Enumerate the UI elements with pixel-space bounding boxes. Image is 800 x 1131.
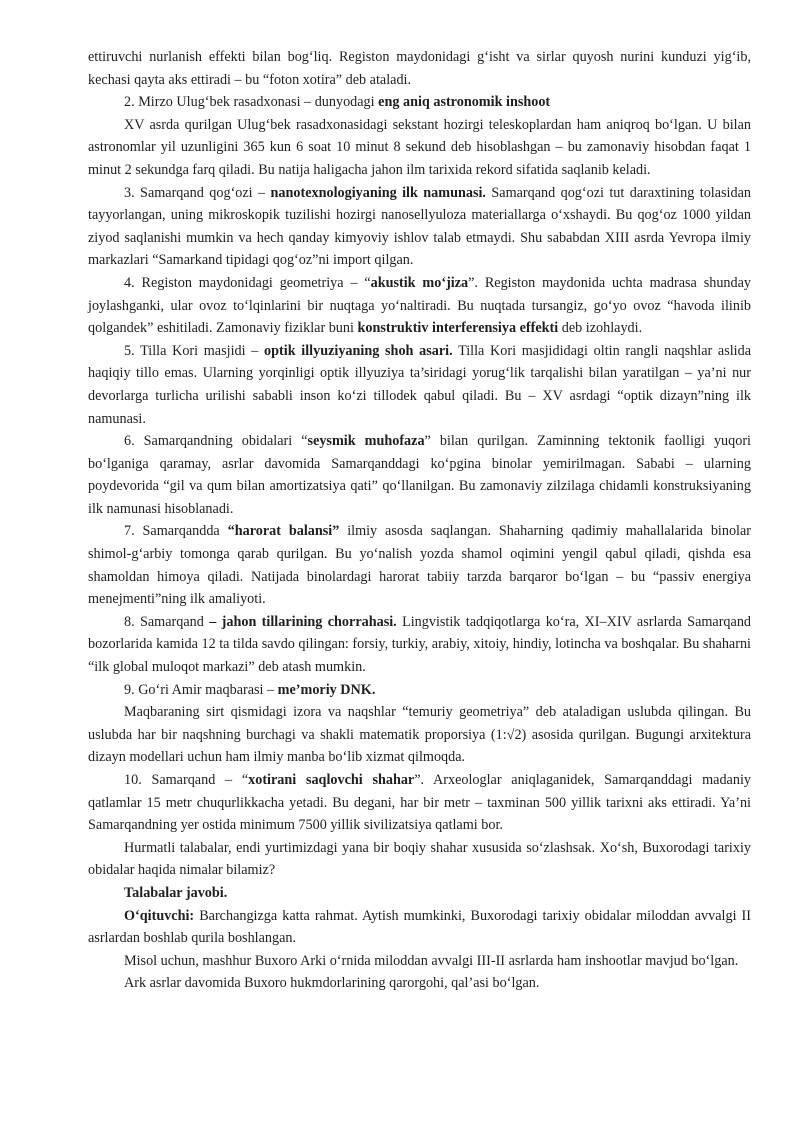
- text-run: 7. Samarqandda: [124, 523, 228, 540]
- text-run: Hurmatli talabalar, endi yurtimizdagi yana bir boqiy shahar xususida so‘zlashsak. Xo‘sh, Buxorodagi tarixiy obidalar haqida nimalar bilamiz?: [88, 839, 751, 879]
- paragraph: [88, 701, 751, 769]
- paragraph: [88, 905, 751, 950]
- paragraph: [88, 272, 751, 340]
- text-run: XV asrda qurilgan Ulug‘bek rasadxonasidagi sekstant hozirgi teleskoplardan ham aniqroq bo‘lgan. U bilan astronomlar yil uzunligini 365 kun 6 soat 10 minut 8 sekund deb hisoblashgan – bu zamonaviy hisobdan faqat 1 minut 2 sekundga farq qiladi. Bu natija haligacha jahon ilm tarixida rekord sifatida saqlanib keladi.: [88, 116, 751, 178]
- paragraph: [88, 520, 751, 610]
- bold-run: xotirani saqlovchi shahar: [248, 772, 415, 788]
- bold-run: “harorat balansi”: [227, 523, 340, 540]
- text-run: 5. Tilla Kori masjidi –: [124, 342, 265, 359]
- text-run: Lingvistik tadqiqotlarga ko‘ra, XI–XIV asrlarda Samarqand bozorlarida kamida 12 ta tilda savdo qilingan: forsiy, turkiy, arabiy, xitoiy, hindiy, lotincha va boshqalar. Bu shaharni “ilk global muloqot markazi” deb atash mumkin.: [88, 613, 752, 676]
- bold-run: – jahon tillarining chorrahasi.: [209, 613, 397, 630]
- paragraph: [88, 950, 751, 973]
- bold-run: optik illyuziyaning shoh asari.: [264, 342, 453, 359]
- bold-run: O‘qituvchi:: [124, 907, 195, 924]
- bold-run: eng aniq astronomik inshoot: [378, 94, 551, 111]
- text-run: Ark asrlar davomida Buxoro hukmdorlarining qarorgohi, qal’asi bo‘lgan.: [124, 975, 540, 992]
- text-run: Barchangizga katta rahmat. Aytish mumkinki, Buxorodagi tarixiy obidalar miloddan avvalgi II asrlardan boshlab qurila boshlangan.: [88, 907, 751, 947]
- bold-run: konstruktiv interferensiya effekti: [357, 320, 559, 337]
- paragraph: [88, 46, 751, 91]
- paragraph: [88, 430, 751, 520]
- bold-run: nanotexnologiyaning ilk namunasi.: [270, 184, 486, 201]
- text-run: Samarqand qog‘ozi tut daraxtining tolasidan tayyorlangan, uning mikroskopik tuzilishi hozirgi nanosellyuloza materiallarga o‘xshaydi. Bu qog‘oz 1000 yildan ziyod saqlanishi mumkin va hech qanday kimyoviy ishlov talab etmaydi. Shu sababdan XIII asrda Yevropa ilmiy markazlari “Samarkand tipidagi qog‘oz”ni import qilgan.: [88, 184, 751, 269]
- paragraph: [88, 340, 751, 430]
- paragraph: [88, 882, 751, 905]
- bold-run: seysmik muhofaza: [307, 433, 425, 450]
- paragraph: [88, 182, 751, 272]
- text-run: 10. Samarqand – “: [124, 772, 249, 788]
- bold-run: Talabalar javobi.: [124, 884, 228, 901]
- text-run: Tilla Kori masjididagi oltin rangli naqshlar aslida haqiqiy tillo emas. Ularning yorqinligi optik illyuziya ta’siridagi yorug‘lik tarqalishi bilan yaratilgan – ya’ni nur devorlarga turlicha urilishi sababli inson ko‘zi tillodek qabul qiladi. Bu – XV asrdagi “optik dizayn”ning ilk namunasi.: [88, 342, 752, 427]
- paragraph: [88, 972, 751, 995]
- paragraph: [88, 91, 751, 114]
- paragraph: [88, 769, 751, 837]
- text-run: ”. Arxeologlar aniqlaganidek, Samarqanddagi madaniy qatlamlar 15 metr chuqurlikkacha yetadi. Bu degani, har bir metr – taxminan 500 yillik tarixni aks ettiradi. Ya’ni Samarqandning yer ostida minimum 7500 yillik sivilizatsiya qatlami bor.: [88, 772, 751, 834]
- text-run: 8. Samarqand: [124, 613, 210, 630]
- paragraph: [88, 837, 751, 882]
- text-run: ilmiy asosda saqlangan. Shaharning qadimiy mahallalarida binolar shimol-g‘arbiy tomonga qarab qurilgan. Bu yo‘nalish yozda shamol oqimini yengil qabul qiladi, qishda esa shamoldan himoya qiladi. Natijada binolardagi harorat tabiiy tarzda barqaror bo‘lgan – bu “passiv energiya menejmenti”ning ilk amaliyoti.: [88, 523, 752, 608]
- text-run: ”. Registon maydonida uchta madrasa shunday joylashganki, ular ovoz to‘lqinlarini bir nuqtaga yo‘naltiradi. Bu nuqtada tursangiz, go‘yo ovoz “havoda ilinib qolgandek” eshitiladi. Zamonaviy fiziklar buni: [88, 274, 751, 337]
- paragraph: [88, 679, 751, 702]
- paragraph: [88, 611, 751, 679]
- bold-run: akustik mo‘jiza: [370, 274, 469, 291]
- text-run: 4. Registon maydonidagi geometriya – “: [124, 274, 371, 291]
- text-run: Maqbaraning sirt qismidagi izora va naqshlar “temuriy geometriya” deb ataladigan uslubda qilingan. Bu uslubda har bir naqshning burchagi va shakli matematik proporsiya (1:√2) asosida qurilgan. Bugungi arxitektura dizayn modellari uchun ham ilmiy manba bo‘lib xizmat qilmoqda.: [88, 704, 751, 766]
- text-run: ” bilan qurilgan. Zaminning tektonik faolligi yuqori bo‘lganiga qaramay, asrlar davomida Samarqanddagi ko‘pgina binolar yemirilmagan. Sababi – ularning poydevorida “gil va qum bilan amortizatsiya qati” qo‘llanilgan. Bu zamonaviy zilzilaga chidamli konstruksiyaning ilk namunasi hisoblanadi.: [88, 433, 751, 517]
- text-run: 9. Go‘ri Amir maqbarasi –: [124, 681, 278, 698]
- text-run: 3. Samarqand qog‘ozi –: [124, 184, 271, 201]
- text-run: 6. Samarqandning obidalari “: [124, 433, 308, 450]
- text-run: ettiruvchi nurlanish effekti bilan bog‘liq. Registon maydonidagi g‘isht va sirlar quyosh nurini kunduzi yig‘ib, kechasi qayta aks ettiradi – bu “foton xotira” deb ataladi.: [88, 49, 751, 88]
- text-run: 2. Mirzo Ulug‘bek rasadxonasi – dunyodagi: [124, 94, 379, 111]
- bold-run: me’moriy DNK.: [277, 681, 376, 698]
- text-run: deb izohlaydi.: [558, 320, 643, 337]
- text-run: Misol uchun, mashhur Buxoro Arki o‘rnida miloddan avvalgi III-II asrlarda ham inshootlar mavjud bo‘lgan.: [124, 952, 739, 969]
- paragraph: [88, 114, 751, 182]
